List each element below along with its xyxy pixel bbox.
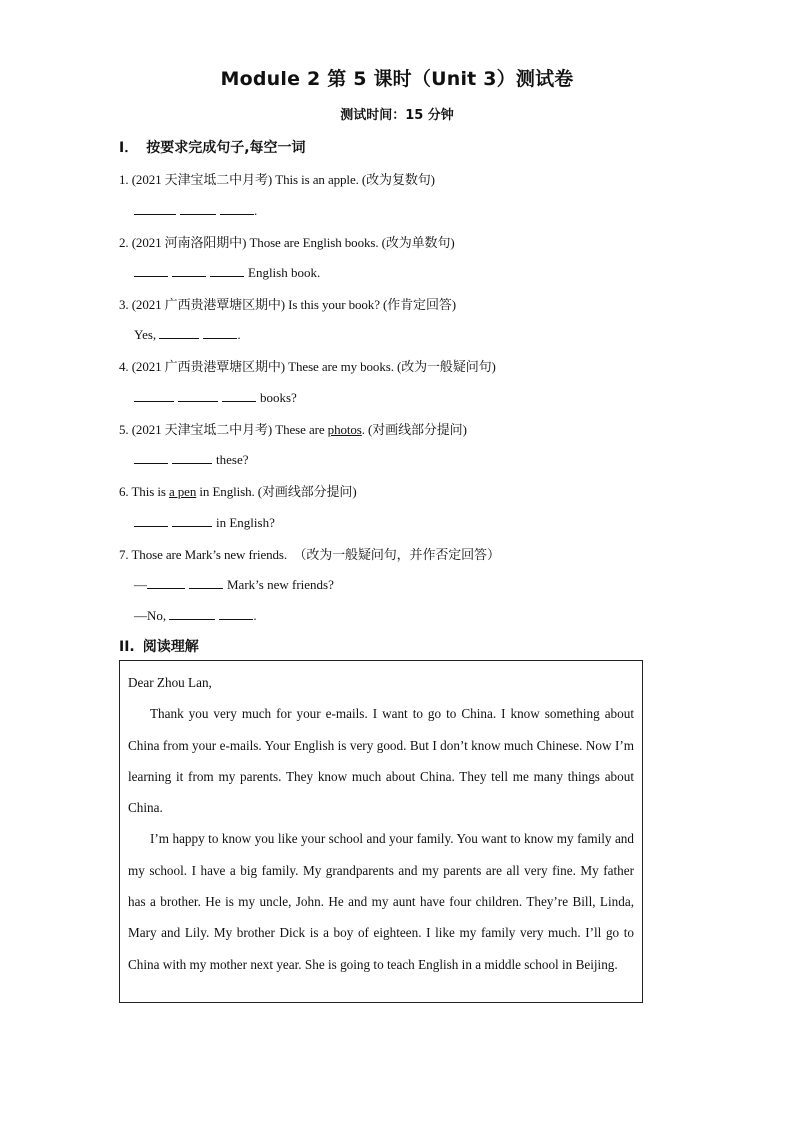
answer-1-tail: . bbox=[254, 203, 258, 218]
answer-2-tail: English book. bbox=[248, 265, 321, 280]
answer-4 bbox=[134, 388, 297, 406]
answer-3-tail: . bbox=[237, 327, 241, 342]
answer-3 bbox=[134, 325, 241, 343]
answer-5-tail: these? bbox=[216, 452, 249, 467]
underlined-phrase: a pen bbox=[168, 484, 197, 499]
letter-paragraph-1: Thank you very much for your e-mails. I want to go to China. I know something about China from your e-mails. Your English is very good. But I don’t know much Chinese. Now I’m learning it from my parents. They know much about China. They tell me many things about China. bbox=[128, 706, 634, 816]
answer-3-head: Yes, bbox=[134, 327, 157, 342]
letter-salutation: Dear Zhou Lan, bbox=[128, 675, 212, 690]
answer-blank[interactable] bbox=[134, 513, 168, 527]
letter-paragraph-2: I’m happy to know you like your school and your family. You want to know my family and my school. I have a big family. My grandparents and my parents are all very fine. My father has a brother. He is my uncle, John. He and my aunt have four children. They’re Bill, Linda, Mary and Lily. My brother Dick is a boy of eighteen. I like my family very much. I’ll go to China with my mother next year. She is going to teach English in a middle school in Beijing. bbox=[128, 831, 634, 972]
question-6 bbox=[119, 481, 357, 500]
answer-blank[interactable] bbox=[178, 388, 218, 402]
answer-blank[interactable] bbox=[172, 450, 212, 464]
question-1: 1. (2021 天津宝坻二中月考) This is an apple. (改为复数句) bbox=[119, 172, 435, 187]
question-6-text: 6. This is bbox=[119, 484, 169, 499]
answer-blank[interactable] bbox=[189, 575, 223, 589]
question-4: 4. (2021 广西贵港覃塘区期中) These are my books. (改为一般疑问句) bbox=[119, 359, 496, 374]
section-2-title: 阅读理解 bbox=[142, 639, 199, 655]
answer-7-dash: — bbox=[134, 577, 147, 592]
answer-7-reply-tail: . bbox=[253, 608, 257, 623]
question-5 bbox=[119, 419, 467, 438]
answer-blank[interactable] bbox=[210, 263, 244, 277]
answer-blank[interactable] bbox=[134, 450, 168, 464]
answer-7-reply bbox=[134, 606, 257, 624]
answer-blank[interactable] bbox=[169, 606, 215, 620]
answer-blank[interactable] bbox=[219, 606, 253, 620]
question-6-instruction: in English. (对画线部分提问) bbox=[196, 484, 357, 499]
section-2-heading bbox=[119, 636, 199, 656]
answer-blank[interactable] bbox=[134, 263, 168, 277]
answer-blank[interactable] bbox=[222, 388, 256, 402]
section-1-heading bbox=[119, 137, 306, 157]
section-1-number: I． bbox=[119, 140, 139, 156]
answer-blank[interactable] bbox=[220, 201, 254, 215]
answer-4-tail: books? bbox=[260, 390, 297, 405]
answer-blank[interactable] bbox=[172, 513, 212, 527]
underlined-word: photos bbox=[327, 422, 362, 437]
answer-5 bbox=[134, 450, 248, 468]
answer-1 bbox=[134, 201, 257, 219]
answer-blank[interactable] bbox=[134, 201, 176, 215]
answer-7-tail: Mark’s new friends? bbox=[227, 577, 334, 592]
answer-blank[interactable] bbox=[180, 201, 216, 215]
reading-passage-box bbox=[119, 660, 643, 1003]
answer-blank[interactable] bbox=[172, 263, 206, 277]
answer-blank[interactable] bbox=[159, 325, 199, 339]
question-5-text: 5. (2021 天津宝坻二中月考) These are bbox=[119, 422, 328, 437]
answer-blank[interactable] bbox=[203, 325, 237, 339]
section-1-title: 按要求完成句子,每空一词 bbox=[146, 140, 306, 156]
answer-7-question bbox=[134, 575, 334, 593]
test-time: 测试时间：15 分钟 bbox=[340, 108, 454, 123]
question-2: 2. (2021 河南洛阳期中) Those are English books. (改为单数句) bbox=[119, 235, 455, 250]
question-3: 3. (2021 广西贵港覃塘区期中) Is this your book? (作肯定回答) bbox=[119, 297, 456, 312]
question-5-instruction: . (对画线部分提问) bbox=[361, 422, 467, 437]
answer-2 bbox=[134, 263, 320, 281]
answer-6 bbox=[134, 513, 275, 531]
answer-6-tail: in English? bbox=[216, 515, 275, 530]
answer-blank[interactable] bbox=[134, 388, 174, 402]
answer-blank[interactable] bbox=[147, 575, 185, 589]
section-2-number: II. bbox=[119, 639, 135, 655]
page-title: Module 2 第 5 课时（Unit 3）测试卷 bbox=[220, 68, 574, 90]
question-7: 7. Those are Mark’s new friends. （改为一般疑问句，并作否定回答） bbox=[119, 547, 500, 562]
answer-7-no: —No, bbox=[134, 608, 167, 623]
